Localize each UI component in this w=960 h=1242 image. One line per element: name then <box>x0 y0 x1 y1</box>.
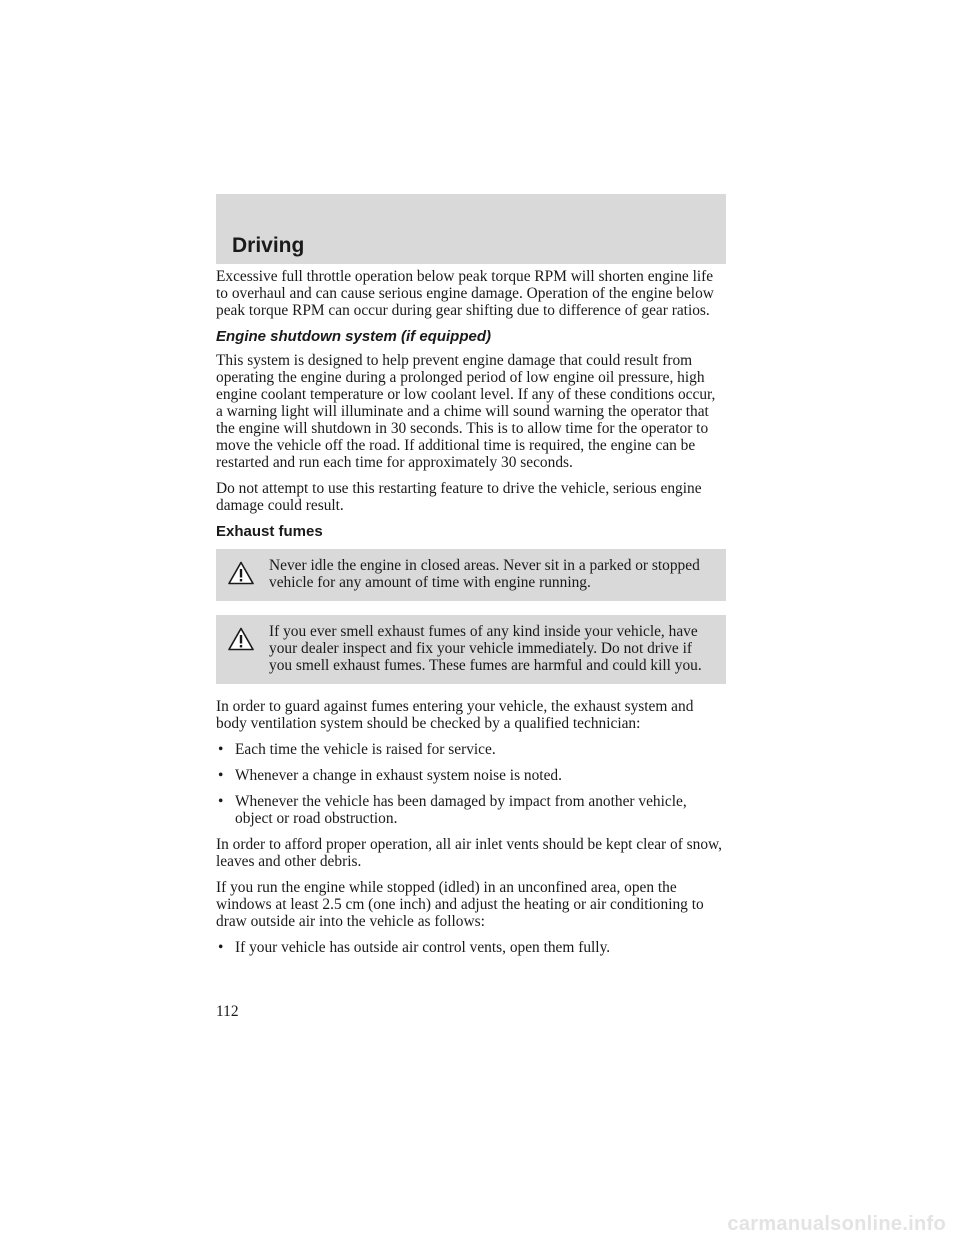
shutdown-heading: Engine shutdown system (if equipped) <box>216 328 492 345</box>
list-item-text: Whenever a change in exhaust system noise is noted. <box>235 767 562 784</box>
section-header-band <box>216 194 726 264</box>
warning-triangle-icon <box>228 561 254 585</box>
bullet-icon: • <box>218 767 224 784</box>
list-item <box>216 793 726 827</box>
guard-paragraph: In order to guard against fumes entering your vehicle, the exhaust system and body ventilation system should be checked by a qualified technician: <box>216 698 694 732</box>
restart-paragraph: Do not attempt to use this restarting feature to drive the vehicle, serious engine damage could result. <box>216 480 702 514</box>
list-item <box>216 939 726 956</box>
list-item <box>216 741 726 758</box>
list-item <box>216 767 726 784</box>
intro-paragraph: Excessive full throttle operation below peak torque RPM will shorten engine life to overhaul and can cause serious engine damage. Operation of the engine below peak torque RPM can occur during gear shifting due to difference of gear ratios. <box>216 268 714 319</box>
shutdown-paragraph: This system is designed to help prevent engine damage that could result from operating the engine during a prolonged period of low engine oil pressure, high engine coolant temperature or low coolant level. If any of these conditions occur, a warning light will illuminate and a chime will sound warning the operator that the engine will shutdown in 30 seconds. This is to allow time for the operator to move the vehicle off the road. If additional time is required, the engine can be restarted and run each time for approximately 30 seconds. <box>216 352 716 471</box>
watermark: carmanualsonline.info <box>727 1213 946 1235</box>
bullet-icon: • <box>218 741 224 758</box>
page-number: 112 <box>216 1003 239 1020</box>
page-content <box>216 268 726 965</box>
exhaust-heading: Exhaust fumes <box>216 523 323 540</box>
list-item-text: Each time the vehicle is raised for service. <box>235 741 496 758</box>
list-item-text: Whenever the vehicle has been damaged by impact from another vehicle, object or road obstruction. <box>235 793 687 827</box>
warning-box-fumes <box>216 615 726 684</box>
idle-paragraph: If you run the engine while stopped (idled) in an unconfined area, open the windows at least 2.5 cm (one inch) and adjust the heating or air conditioning to draw outside air into the vehicle as follows: <box>216 879 704 930</box>
warning-text-idle: Never idle the engine in closed areas. Never sit in a parked or stopped vehicle for any amount of time with engine running. <box>269 557 700 591</box>
warning-triangle-icon <box>228 627 254 651</box>
list-item-text: If your vehicle has outside air control vents, open them fully. <box>235 939 611 956</box>
section-title: Driving <box>232 234 305 257</box>
bullet-icon: • <box>218 793 224 810</box>
bullet-icon: • <box>218 939 224 956</box>
warning-text-fumes: If you ever smell exhaust fumes of any kind inside your vehicle, have your dealer inspect and fix your vehicle immediately. Do not drive if you smell exhaust fumes. These fumes are harmful and could kill you. <box>269 623 702 674</box>
vents-paragraph: In order to afford proper operation, all air inlet vents should be kept clear of snow, leaves and other debris. <box>216 836 723 870</box>
warning-box-idle <box>216 549 726 601</box>
